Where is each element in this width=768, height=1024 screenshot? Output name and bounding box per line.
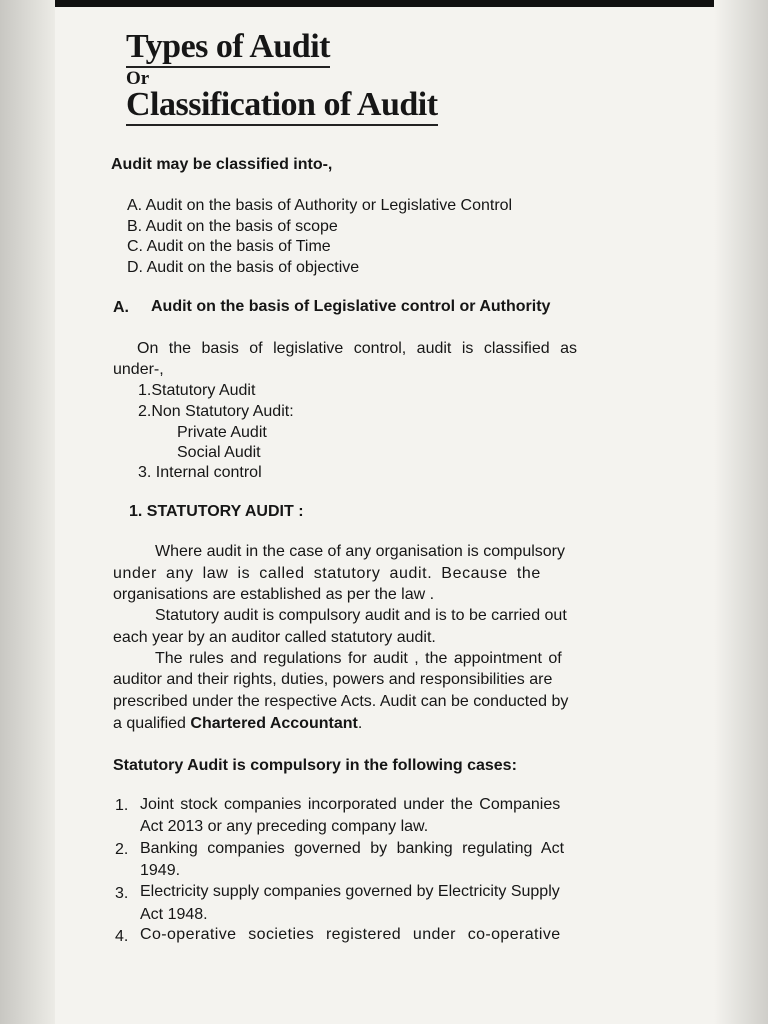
social-audit-item: Social Audit	[177, 444, 261, 461]
case-2-number: 2.	[115, 841, 129, 858]
non-statutory-audit-item: 2.Non Statutory Audit:	[138, 403, 294, 420]
statutory-heading: 1. STATUTORY AUDIT :	[129, 503, 304, 520]
statutory-p3-line3: prescribed under the respective Acts. Audit can be conducted by	[113, 693, 569, 710]
private-audit-item: Private Audit	[177, 424, 267, 441]
statutory-p2-line1: Statutory audit is compulsory audit and is to be carried out	[155, 607, 567, 624]
class-item-d: D. Audit on the basis of objective	[127, 259, 360, 276]
statutory-audit-item: 1.Statutory Audit	[138, 382, 256, 399]
p3-line4-post: .	[357, 715, 363, 732]
statutory-p3-line4	[113, 714, 362, 734]
statutory-p3-line1: The rules and regulations for audit , the appointment of	[155, 650, 562, 667]
statutory-p2-line2: each year by an auditor called statutory audit.	[113, 629, 436, 646]
cases-heading: Statutory Audit is compulsory in the following cases:	[113, 757, 517, 774]
section-a-heading: Audit on the basis of Legislative control or Authority	[151, 298, 551, 315]
p3-line4-pre: a qualified	[113, 715, 191, 732]
statutory-p3-line2: auditor and their rights, duties, powers and responsibilities are	[113, 671, 553, 688]
intro-text: Audit may be classified into-,	[111, 156, 333, 173]
case-2-line2: 1949.	[140, 862, 181, 879]
section-a-letter: A.	[113, 299, 129, 316]
section-a-para-line1: On the basis of legislative control, audit is classified as	[137, 340, 577, 357]
page-subtitle: Classification of Audit	[126, 86, 438, 126]
case-4-line1: Co-operative societies registered under co-operative	[140, 926, 561, 943]
page-right-shadow	[714, 0, 768, 1024]
case-1-number: 1.	[115, 797, 129, 814]
class-item-a: A. Audit on the basis of Authority or Legislative Control	[127, 197, 513, 214]
internal-control-item: 3. Internal control	[138, 464, 262, 481]
statutory-p1-line2: under any law is called statutory audit. Because the	[113, 565, 541, 582]
chartered-accountant-text: Chartered Accountant	[190, 715, 358, 732]
statutory-p1-line1: Where audit in the case of any organisation is compulsory	[155, 543, 565, 560]
case-3-line1: Electricity supply companies governed by Electricity Supply	[140, 883, 560, 900]
case-2-line1: Banking companies governed by banking regulating Act	[140, 840, 565, 857]
case-3-number: 3.	[115, 885, 129, 902]
statutory-p1-line3: organisations are established as per the law .	[113, 586, 435, 603]
title-or: Or	[126, 68, 150, 89]
case-1-line1: Joint stock companies incorporated under the Companies	[140, 796, 561, 813]
section-a-para-line2: under-,	[113, 361, 164, 378]
class-item-b: B. Audit on the basis of scope	[127, 218, 338, 235]
page-title: Types of Audit	[126, 28, 330, 68]
case-1-line2: Act 2013 or any preceding company law.	[140, 818, 429, 835]
class-item-c: C. Audit on the basis of Time	[127, 238, 331, 255]
page-left-shadow	[0, 0, 55, 1024]
page-top-edge	[0, 0, 768, 7]
case-4-number: 4.	[115, 928, 129, 945]
case-3-line2: Act 1948.	[140, 906, 208, 923]
